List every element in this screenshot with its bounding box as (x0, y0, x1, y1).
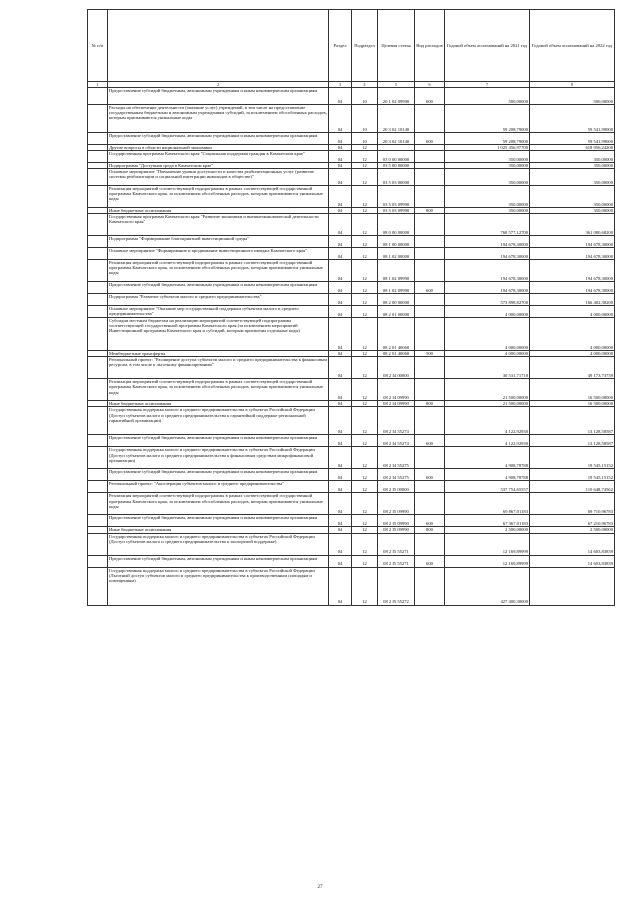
header-target-article: Целевая статья (378, 10, 415, 82)
cell-razdel: 04 (329, 260, 352, 282)
cell-target-article: 03 5 03 00000 (378, 169, 415, 186)
table-row (88, 169, 615, 186)
cell-year-2021: 12 169,89999 (445, 533, 530, 555)
cell-year-2022: 59 541,99000 (530, 105, 615, 133)
cell-number (88, 169, 108, 186)
cell-razdel: 04 (329, 133, 352, 145)
cell-year-2021: 350,00000 (445, 208, 530, 214)
table-row (88, 555, 615, 567)
cell-year-2021: 350,00000 (445, 163, 530, 169)
cell-target-article: 08 1 00 00000 (378, 236, 415, 248)
cell-podrazdel: 12 (352, 145, 378, 151)
cell-description: Иные бюджетные ассигнования (108, 401, 329, 407)
cell-target-article: 08 2 I5 55271 (378, 555, 415, 567)
cell-year-2022: 110 648,74562 (530, 481, 615, 493)
header-podrazdel: Подраздел (352, 10, 378, 82)
cell-expense-type: 600 (415, 133, 445, 145)
cell-expense-type: 600 (415, 282, 445, 294)
cell-expense-type (415, 357, 445, 379)
cell-year-2021: 12 169,89999 (445, 555, 530, 567)
cell-year-2022: 2 500,00000 (530, 527, 615, 533)
cell-description: Иные бюджетные ассигнования (108, 527, 329, 533)
table-row (88, 151, 615, 163)
table-row (88, 186, 615, 208)
cell-number (88, 260, 108, 282)
cell-razdel: 04 (329, 447, 352, 469)
cell-description: Государственная поддержка малого и среднего предпринимательства в субъектах Российской Федерации (Доступ субъектов малого и среднего предпринимательства к гарантийной поддержке региональной гарантийной организации) (108, 407, 329, 435)
cell-number (88, 357, 108, 379)
cell-podrazdel: 12 (352, 294, 378, 306)
cell-podrazdel: 12 (352, 435, 378, 447)
header-description (108, 10, 329, 82)
cell-description: Государственная поддержка малого и среднего предпринимательства в субъектах Российской Федерации (Доступ субъектов малого и среднего предпринимательства к финансовым средствам микрофинансовой организации) (108, 447, 329, 469)
cell-expense-type (415, 236, 445, 248)
cell-podrazdel: 12 (352, 306, 378, 318)
cell-podrazdel: 12 (352, 401, 378, 407)
cell-razdel: 04 (329, 357, 352, 379)
cell-expense-type (415, 567, 445, 605)
cell-year-2022: 350,00000 (530, 163, 615, 169)
table-row (88, 435, 615, 447)
cell-year-2022: 19 545,15152 (530, 469, 615, 481)
table-row (88, 447, 615, 469)
table-row (88, 248, 615, 260)
cell-target-article: 08 2 I5 55271 (378, 533, 415, 555)
cell-target-article: 08 2 I4 55275 (378, 469, 415, 481)
cell-razdel: 04 (329, 481, 352, 493)
cell-target-article: 20 1 02 09990 (378, 88, 415, 105)
cell-target-article: 08 2 00 00000 (378, 294, 415, 306)
cell-razdel: 04 (329, 282, 352, 294)
cell-razdel: 04 (329, 105, 352, 133)
cell-expense-type (415, 493, 445, 515)
table-row (88, 379, 615, 401)
cell-expense-type: 600 (415, 88, 445, 105)
cell-razdel: 04 (329, 169, 352, 186)
cell-description: Государственная программа Камчатского края "Развитие экономики и внешнеэкономической деятельности Камчатского края" (108, 214, 329, 236)
cell-year-2021: 768 577,12700 (445, 214, 530, 236)
cell-number (88, 88, 108, 105)
cell-expense-type: 800 (415, 208, 445, 214)
cell-year-2022: 4 000,00000 (530, 318, 615, 351)
table-row (88, 88, 615, 105)
cell-target-article: 08 2 I5 09990 (378, 493, 415, 515)
table-row (88, 282, 615, 294)
table-row (88, 515, 615, 527)
cell-description: Подпрограмма "Доступная среда в Камчатском крае" (108, 163, 329, 169)
cell-year-2022: 350,00000 (530, 151, 615, 163)
cell-podrazdel: 10 (352, 88, 378, 105)
header-year-2021: Годовой объем ассигнований на 2021 год (445, 10, 530, 82)
cell-number (88, 306, 108, 318)
table-row (88, 294, 615, 306)
cell-expense-type: 600 (415, 435, 445, 447)
table-row (88, 306, 615, 318)
column-number: 4 (352, 82, 378, 88)
cell-year-2022: 16 500,00000 (530, 379, 615, 401)
cell-podrazdel: 12 (352, 248, 378, 260)
cell-podrazdel: 12 (352, 163, 378, 169)
cell-expense-type (415, 214, 445, 236)
table-row (88, 318, 615, 351)
cell-razdel: 04 (329, 145, 352, 151)
cell-description: Подпрограмма "Формирование благоприятной инвестиционной среды" (108, 236, 329, 248)
cell-razdel: 04 (329, 555, 352, 567)
cell-year-2022: 59 541,99000 (530, 133, 615, 145)
cell-target-article: 08 1 02 09990 (378, 282, 415, 294)
cell-description: Государственная поддержка малого и среднего предпринимательства в субъектах Российской Федерации (Льготный доступ субъектов малого и среднего предпринимательства к производственным площадям и помещениям) (108, 567, 329, 605)
cell-expense-type (415, 169, 445, 186)
cell-year-2021: 4 122,92930 (445, 435, 530, 447)
cell-description: Государственная поддержка малого и среднего предпринимательства в субъектах Российской Федерации (Доступ субъектов малого и среднего предпринимательства к экспортной поддержке) (108, 533, 329, 555)
cell-number (88, 447, 108, 469)
table-row (88, 214, 615, 236)
cell-target-article: 20 3 02 10140 (378, 133, 415, 145)
table-row (88, 469, 615, 481)
cell-podrazdel: 12 (352, 515, 378, 527)
cell-year-2022: 69 710,96783 (530, 493, 615, 515)
cell-target-article: 08 1 02 09990 (378, 260, 415, 282)
cell-number (88, 533, 108, 555)
cell-razdel: 04 (329, 306, 352, 318)
cell-target-article: 03 5 03 09990 (378, 186, 415, 208)
cell-razdel: 04 (329, 469, 352, 481)
page-number: 27 (317, 885, 323, 890)
cell-year-2021: 573 898,82700 (445, 294, 530, 306)
cell-podrazdel: 12 (352, 533, 378, 555)
cell-number (88, 555, 108, 567)
cell-target-article: 08 1 02 00000 (378, 248, 415, 260)
cell-target-article: 03 5 03 09990 (378, 208, 415, 214)
column-number: 7 (445, 82, 530, 88)
cell-podrazdel: 12 (352, 318, 378, 351)
cell-expense-type (415, 481, 445, 493)
cell-year-2021: 4 000,00000 (445, 351, 530, 357)
header-expense-type: Вид расходов (415, 10, 445, 82)
cell-description: Реализация мероприятий соответствующей подпрограммы в рамках соответствующей государственной программы Камчатского края, за исключением обособленных расходов, которым присваиваются уникальные коды (108, 493, 329, 515)
cell-razdel: 04 (329, 236, 352, 248)
table-row (88, 533, 615, 555)
cell-year-2021: 194 678,30000 (445, 282, 530, 294)
table-row (88, 493, 615, 515)
cell-podrazdel: 12 (352, 469, 378, 481)
cell-target-article: 08 2 I4 09990 (378, 401, 415, 407)
cell-target-article: 08 2 I4 55274 (378, 407, 415, 435)
cell-target-article: 08 2 I4 55274 (378, 435, 415, 447)
cell-target-article: 08 0 00 00000 (378, 214, 415, 236)
cell-target-article: 08 2 I5 00000 (378, 481, 415, 493)
cell-description: Предоставление субсидий бюджетным, автономным учреждениям и иным некоммерческим организациям (108, 469, 329, 481)
cell-razdel: 04 (329, 163, 352, 169)
cell-year-2021: 59 208,79000 (445, 105, 530, 133)
cell-year-2022: 194 678,30000 (530, 260, 615, 282)
budget-table (87, 9, 615, 606)
cell-year-2021: 350,00000 (445, 169, 530, 186)
cell-target-article: 08 2 01 40060 (378, 318, 415, 351)
cell-description: Предоставление субсидий бюджетным, автономным учреждениям и иным некоммерческим организациям (108, 282, 329, 294)
cell-year-2022: 194 678,30000 (530, 248, 615, 260)
cell-year-2021: 67 367,01183 (445, 515, 530, 527)
column-number: 1 (88, 82, 108, 88)
cell-year-2022: 194 678,30000 (530, 236, 615, 248)
cell-number (88, 282, 108, 294)
cell-razdel: 04 (329, 515, 352, 527)
cell-razdel: 04 (329, 88, 352, 105)
cell-target-article: 20 3 02 10140 (378, 105, 415, 133)
cell-target-article: 08 2 I4 55275 (378, 447, 415, 469)
cell-description: Государственная программа Камчатского края "Социальная поддержка граждан в Камчатском крае" (108, 151, 329, 163)
cell-year-2021: 194 678,30000 (445, 260, 530, 282)
cell-description: Реализация мероприятий соответствующей подпрограммы в рамках соответствующей государственной программы Камчатского края, за исключением обособленных расходов, которым присваиваются уникальные коды (108, 260, 329, 282)
cell-podrazdel: 12 (352, 208, 378, 214)
cell-razdel: 04 (329, 533, 352, 555)
cell-description: Предоставление субсидий бюджетным, автономным учреждениям и иным некоммерческим организациям (108, 435, 329, 447)
cell-expense-type (415, 407, 445, 435)
cell-year-2022: 350,00000 (530, 186, 615, 208)
column-number: 8 (530, 82, 615, 88)
cell-expense-type (415, 379, 445, 401)
cell-description: Реализация мероприятий соответствующей подпрограммы в рамках соответствующей государственной программы Камчатского края, за исключением обособленных расходов, которым присваиваются уникальные коды (108, 186, 329, 208)
cell-expense-type (415, 533, 445, 555)
cell-podrazdel: 12 (352, 357, 378, 379)
cell-description: Субсидии местным бюджетам на реализацию мероприятий соответствующей подпрограммы соответствующей государственной программы Камчатского края (за исключением мероприятий Инвестиционной программы Камчатского края и субсидий, которым присвоены отдельные коды) (108, 318, 329, 351)
table-row (88, 481, 615, 493)
cell-razdel: 04 (329, 379, 352, 401)
cell-year-2021: 1 025 456,97700 (445, 145, 530, 151)
cell-number (88, 133, 108, 145)
cell-year-2022: 350,00000 (530, 169, 615, 186)
cell-year-2021: 194 678,30000 (445, 248, 530, 260)
cell-razdel: 04 (329, 493, 352, 515)
cell-year-2022: 618 956,24200 (530, 145, 615, 151)
cell-target-article: 08 2 I5 09990 (378, 527, 415, 533)
cell-description: Основное мероприятие "Оказание мер государственной поддержки субъектам малого и среднего предпринимательства" (108, 306, 329, 318)
cell-target-article: 08 2 I5 09990 (378, 515, 415, 527)
cell-razdel: 04 (329, 527, 352, 533)
cell-expense-type: 600 (415, 555, 445, 567)
cell-podrazdel: 12 (352, 282, 378, 294)
cell-description: Региональный проект: "Акселерация субъектов малого и среднего предпринимательства" (108, 481, 329, 493)
header-year-2022: Годовой объем ассигнований на 2022 год (530, 10, 615, 82)
cell-year-2022: 13 128,58587 (530, 435, 615, 447)
table-row (88, 567, 615, 605)
cell-target-article: 08 2 I4 09990 (378, 379, 415, 401)
cell-description: Другие вопросы в области национальной экономики (108, 145, 329, 151)
cell-year-2021: 69 867,01183 (445, 493, 530, 515)
cell-year-2022: 49 173,73739 (530, 357, 615, 379)
cell-podrazdel: 12 (352, 379, 378, 401)
column-number: 5 (378, 82, 415, 88)
header-number: № п/п (88, 10, 108, 82)
cell-podrazdel: 12 (352, 214, 378, 236)
cell-target-article: 08 2 01 40060 (378, 351, 415, 357)
cell-target-article: 08 2 I5 55272 (378, 567, 415, 605)
cell-year-2021: 21 500,00000 (445, 379, 530, 401)
table-row (88, 407, 615, 435)
cell-razdel: 04 (329, 186, 352, 208)
cell-year-2022: 13 128,58587 (530, 407, 615, 435)
cell-year-2022: 194 678,30000 (530, 282, 615, 294)
cell-year-2022: 4 000,00000 (530, 351, 615, 357)
table-row (88, 260, 615, 282)
cell-year-2022: 4 000,00000 (530, 306, 615, 318)
cell-expense-type: 600 (415, 469, 445, 481)
cell-year-2021: 2 500,00000 (445, 527, 530, 533)
cell-number (88, 435, 108, 447)
column-number: 6 (415, 82, 445, 88)
cell-number (88, 469, 108, 481)
header-row (88, 10, 615, 82)
cell-number (88, 493, 108, 515)
cell-target-article: 08 2 01 00000 (378, 306, 415, 318)
cell-year-2022: 500,00000 (530, 88, 615, 105)
cell-razdel: 04 (329, 151, 352, 163)
cell-podrazdel: 12 (352, 555, 378, 567)
cell-expense-type: 600 (415, 515, 445, 527)
cell-podrazdel: 10 (352, 133, 378, 145)
cell-expense-type (415, 260, 445, 282)
cell-razdel: 04 (329, 435, 352, 447)
cell-description: Региональный проект: "Расширение доступа субъектов малого и среднего предпринимательства к финансовым ресурсам, в том числе к льготному финансированию" (108, 357, 329, 379)
cell-expense-type (415, 105, 445, 133)
cell-expense-type (415, 186, 445, 208)
cell-number (88, 515, 108, 527)
cell-description: Расходы на обеспечение деятельности (оказание услуг) учреждений, в том числе на предоставление государственным бюджетным и автономным учреждениям субсидий, за исключением обособленных расходов, которым присваиваются уникальные коды (108, 105, 329, 133)
cell-expense-type: 500 (415, 351, 445, 357)
cell-year-2021: 4 000,00000 (445, 318, 530, 351)
cell-year-2021: 4 122,92930 (445, 407, 530, 435)
cell-number (88, 294, 108, 306)
cell-expense-type: 800 (415, 527, 445, 533)
cell-number (88, 236, 108, 248)
column-number: 2 (108, 82, 329, 88)
cell-description: Предоставление субсидий бюджетным, автономным учреждениям и иным некоммерческим организациям (108, 515, 329, 527)
cell-description: Предоставление субсидий бюджетным, автономным учреждениям и иным некоммерческим организациям (108, 555, 329, 567)
cell-year-2021: 427 400,30000 (445, 567, 530, 605)
cell-year-2022: 361 080,68200 (530, 214, 615, 236)
cell-number (88, 481, 108, 493)
cell-year-2021: 350,00000 (445, 186, 530, 208)
cell-year-2021: 537 754,65557 (445, 481, 530, 493)
cell-description: Реализация мероприятий соответствующей подпрограммы в рамках соответствующей государственной программы Камчатского края, за исключением обособленных расходов, которым присваиваются уникальные коды (108, 379, 329, 401)
cell-podrazdel: 12 (352, 186, 378, 208)
cell-year-2022: 14 603,83839 (530, 533, 615, 555)
cell-podrazdel: 12 (352, 151, 378, 163)
cell-year-2022: 350,00000 (530, 208, 615, 214)
cell-expense-type (415, 151, 445, 163)
cell-razdel: 04 (329, 401, 352, 407)
cell-target-article: 03 0 00 00000 (378, 151, 415, 163)
cell-year-2022: 67 210,96783 (530, 515, 615, 527)
cell-podrazdel: 12 (352, 236, 378, 248)
cell-razdel: 04 (329, 294, 352, 306)
cell-description: Предоставление субсидий бюджетным, автономным учреждениям и иным некоммерческим организациям (108, 133, 329, 145)
cell-year-2021: 21 500,00000 (445, 401, 530, 407)
cell-expense-type (415, 447, 445, 469)
cell-razdel: 04 (329, 214, 352, 236)
cell-expense-type: 800 (415, 401, 445, 407)
cell-razdel: 04 (329, 567, 352, 605)
cell-number (88, 318, 108, 351)
table-row (88, 357, 615, 379)
cell-razdel: 04 (329, 351, 352, 357)
cell-year-2022: 14 603,83839 (530, 555, 615, 567)
cell-year-2022: 166 402,38200 (530, 294, 615, 306)
cell-number (88, 567, 108, 605)
cell-expense-type (415, 294, 445, 306)
cell-expense-type (415, 306, 445, 318)
cell-year-2021: 500,00000 (445, 88, 530, 105)
cell-razdel: 04 (329, 248, 352, 260)
cell-number (88, 407, 108, 435)
cell-year-2021: 30 531,71718 (445, 357, 530, 379)
cell-year-2021: 4 908,78788 (445, 447, 530, 469)
cell-podrazdel: 12 (352, 407, 378, 435)
cell-razdel: 04 (329, 407, 352, 435)
cell-target-article: 08 2 I4 00000 (378, 357, 415, 379)
cell-podrazdel: 12 (352, 493, 378, 515)
cell-podrazdel: 12 (352, 169, 378, 186)
cell-expense-type (415, 318, 445, 351)
cell-year-2021: 194 678,30000 (445, 236, 530, 248)
cell-number (88, 186, 108, 208)
cell-razdel: 04 (329, 318, 352, 351)
table-row (88, 133, 615, 145)
table-body (88, 88, 615, 606)
cell-razdel: 04 (329, 208, 352, 214)
cell-number (88, 151, 108, 163)
cell-description: Основное мероприятие "Повышение уровня доступности и качества реабилитационных услуг (развитие системы реабилитации и социальной интеграции инвалидов в обществе)" (108, 169, 329, 186)
cell-number (88, 379, 108, 401)
cell-podrazdel: 12 (352, 527, 378, 533)
cell-description: Основное мероприятие "Формирование и продвижение инвестиционного имиджа Камчатского края" (108, 248, 329, 260)
cell-number (88, 248, 108, 260)
cell-year-2021: 350,00000 (445, 151, 530, 163)
cell-year-2021: 4 000,00000 (445, 306, 530, 318)
cell-year-2022: 16 500,00000 (530, 401, 615, 407)
cell-podrazdel: 12 (352, 351, 378, 357)
cell-podrazdel: 12 (352, 447, 378, 469)
cell-podrazdel: 12 (352, 567, 378, 605)
cell-year-2021: 59 208,79000 (445, 133, 530, 145)
column-number: 3 (329, 82, 352, 88)
cell-year-2022: 19 545,15152 (530, 447, 615, 469)
cell-number (88, 105, 108, 133)
cell-year-2021: 4 908,78788 (445, 469, 530, 481)
cell-podrazdel: 10 (352, 105, 378, 133)
cell-description: Подпрограмма "Развитие субъектов малого и среднего предпринимательства" (108, 294, 329, 306)
table-row (88, 105, 615, 133)
cell-podrazdel: 12 (352, 260, 378, 282)
header-razdel: Раздел (329, 10, 352, 82)
cell-expense-type (415, 248, 445, 260)
cell-podrazdel: 12 (352, 481, 378, 493)
cell-number (88, 214, 108, 236)
cell-description: Предоставление субсидий бюджетным, автономным учреждениям и иным некоммерческим организациям (108, 88, 329, 105)
cell-description: Иные бюджетные ассигнования (108, 208, 329, 214)
cell-description: Межбюджетные трансферты (108, 351, 329, 357)
cell-year-2022 (530, 567, 615, 605)
cell-target-article: 03 5 00 00000 (378, 163, 415, 169)
table-row (88, 236, 615, 248)
